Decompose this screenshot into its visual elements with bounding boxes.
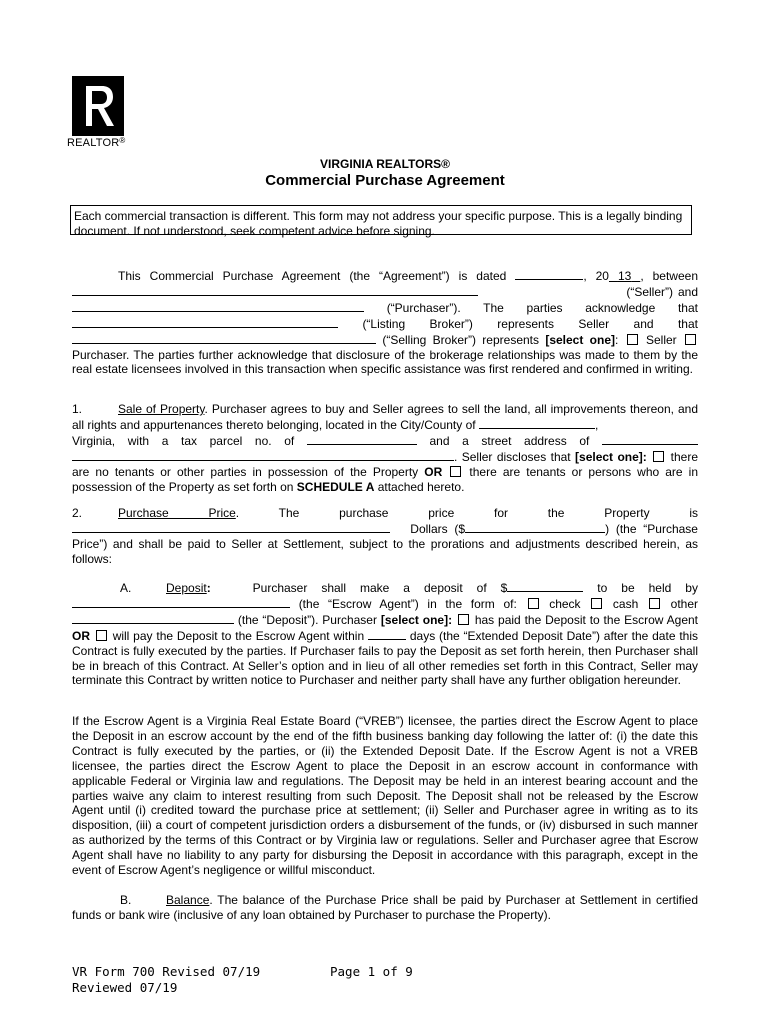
intro-paragraph: This Commercial Purchase Agreement (the “Agreement”) is dated , 20 13 , between (“Seller”) and (“Purchaser”). The parties acknowledge that (“Listing Broker”) represents Seller and that (“Selling Broker”) represents [select one]: Seller Purchaser. The parties further acknowledge that disclosure of the brokerage relationships was made to them by the real estate licensees involved in this transaction when specific assistance was first rendered and confirmed in writing. [72,269,698,377]
listing-broker-field[interactable] [72,316,338,328]
street-address-field-2[interactable] [72,449,454,461]
page-number: Page 1 of 9 [330,964,413,979]
selling-broker-field[interactable] [72,332,376,344]
realtor-r-icon [72,76,124,136]
form-footer [72,964,260,996]
year-field[interactable]: 13 [617,269,632,283]
will-pay-checkbox[interactable] [96,630,107,641]
price-words-field[interactable] [72,521,390,533]
street-address-field[interactable] [602,433,698,445]
org-name: VIRGINIA REALTORS® [320,157,450,171]
form-reviewed: Reviewed 07/19 [72,980,178,995]
deposit-amount-field[interactable] [507,580,583,592]
logo-wordmark: REALTOR® [67,136,126,149]
price-amount-field[interactable] [465,521,605,533]
section-heading: Balance [166,893,210,907]
document-title: Commercial Purchase Agreement [265,172,505,189]
seller-name-field[interactable] [72,284,478,296]
city-county-field[interactable] [479,417,595,429]
seller-checkbox[interactable] [627,334,638,345]
check-checkbox[interactable] [528,598,539,609]
no-tenants-checkbox[interactable] [653,451,664,462]
section-heading: Purchase Price [118,506,236,520]
date-field[interactable] [515,268,583,280]
other-checkbox[interactable] [649,598,660,609]
section-balance: B. Balance. The balance of the Purchase Price shall be paid by Purchaser at Settlement in certified funds or bank wire (inclusive of any loan obtained by Purchaser to purchase the Property). [72,893,698,922]
days-field[interactable] [368,628,406,640]
realtor-logo [72,76,124,136]
purchaser-name-field[interactable] [72,300,364,312]
escrow-agent-field[interactable] [72,596,290,608]
has-paid-checkbox[interactable] [458,614,469,625]
legal-notice-box: Each commercial transaction is different. This form may not address your specific purpose. This is a legally binding document. If not understood, seek competent advice before signing. [70,205,692,235]
section-deposit: A. Deposit: Purchaser shall make a deposit of $ to be held by (the “Escrow Agent”) in the form of: check cash other (the “Deposit”). Purchaser [select one]: has paid the Deposit to the Escrow Agent OR will pay the Deposit to the Escrow Agent within days (the “Extended Deposit Date”) after the date this Contract is fully executed by the parties. If Purchaser fails to pay the Deposit as set forth herein, then Purchaser shall be in breach of this Contract. At Seller’s option and in lieu of all other remedies set forth in this Contract, Seller may terminate this Contract by written notice to Purchaser and neither party shall have any further obligation hereunder. [72,581,699,688]
form-revision: VR Form 700 Revised 07/19 [72,964,261,979]
section-purchase-price: 2. Purchase Price. The purchase price for the Property is Dollars ($ ) (the “Purchase Price”) and shall be paid to Seller at Settlement, subject to the prorations and adjustments described herein, as follows: [72,506,698,566]
tenants-checkbox[interactable] [450,466,461,477]
escrow-paragraph: If the Escrow Agent is a Virginia Real Estate Board (“VREB”) licensee, the parties direct the Escrow Agent to place the Deposit in an escrow account by the end of the fifth business banking day following the latter of: (i) the date this Contract is fully executed by the parties, or (ii) the Extended Deposit Date. If the Escrow Agent is not a VREB licensee, the parties direct the Escrow Agent to place the Deposit in an escrow account in conformance with applicable Federal or Virginia law and regulations. The Deposit may be held in an interest bearing account and the parties waive any claim to interest resulting from such Deposit. The Deposit shall not be released by the Escrow Agent until (i) credited toward the purchase price at settlement; (ii) Seller and Purchaser agree in writing as to its disposition, (iii) a court of competent jurisdiction orders a disbursement of the funds, or (iv) disbursed in such manner as authorized by the terms of this Contract or by Virginia law or regulations. Seller and Purchaser agree that Escrow Agent shall have no liability to any party for disbursing the Deposit in accordance with this paragraph, except in the event of Escrow Agent’s negligence or willful misconduct. [72,714,698,878]
section-sale-of-property: 1. Sale of Property. Purchaser agrees to buy and Seller agrees to sell the land, all improvements thereon, and all rights and appurtenances thereto belonging, located in the City/County of , Virginia, with a tax parcel no. of and a street address of . Seller discloses that [select one]: there are no tenants or other parties in possession of the Property OR there are tenants or persons who are in possession of the Property as set forth on SCHEDULE A attached hereto. [72,402,699,494]
other-form-field[interactable] [72,612,234,624]
purchaser-checkbox[interactable] [685,334,696,345]
tax-parcel-field[interactable] [307,433,417,445]
section-heading: Deposit [166,581,207,595]
section-heading: Sale of Property [118,402,205,416]
cash-checkbox[interactable] [591,598,602,609]
